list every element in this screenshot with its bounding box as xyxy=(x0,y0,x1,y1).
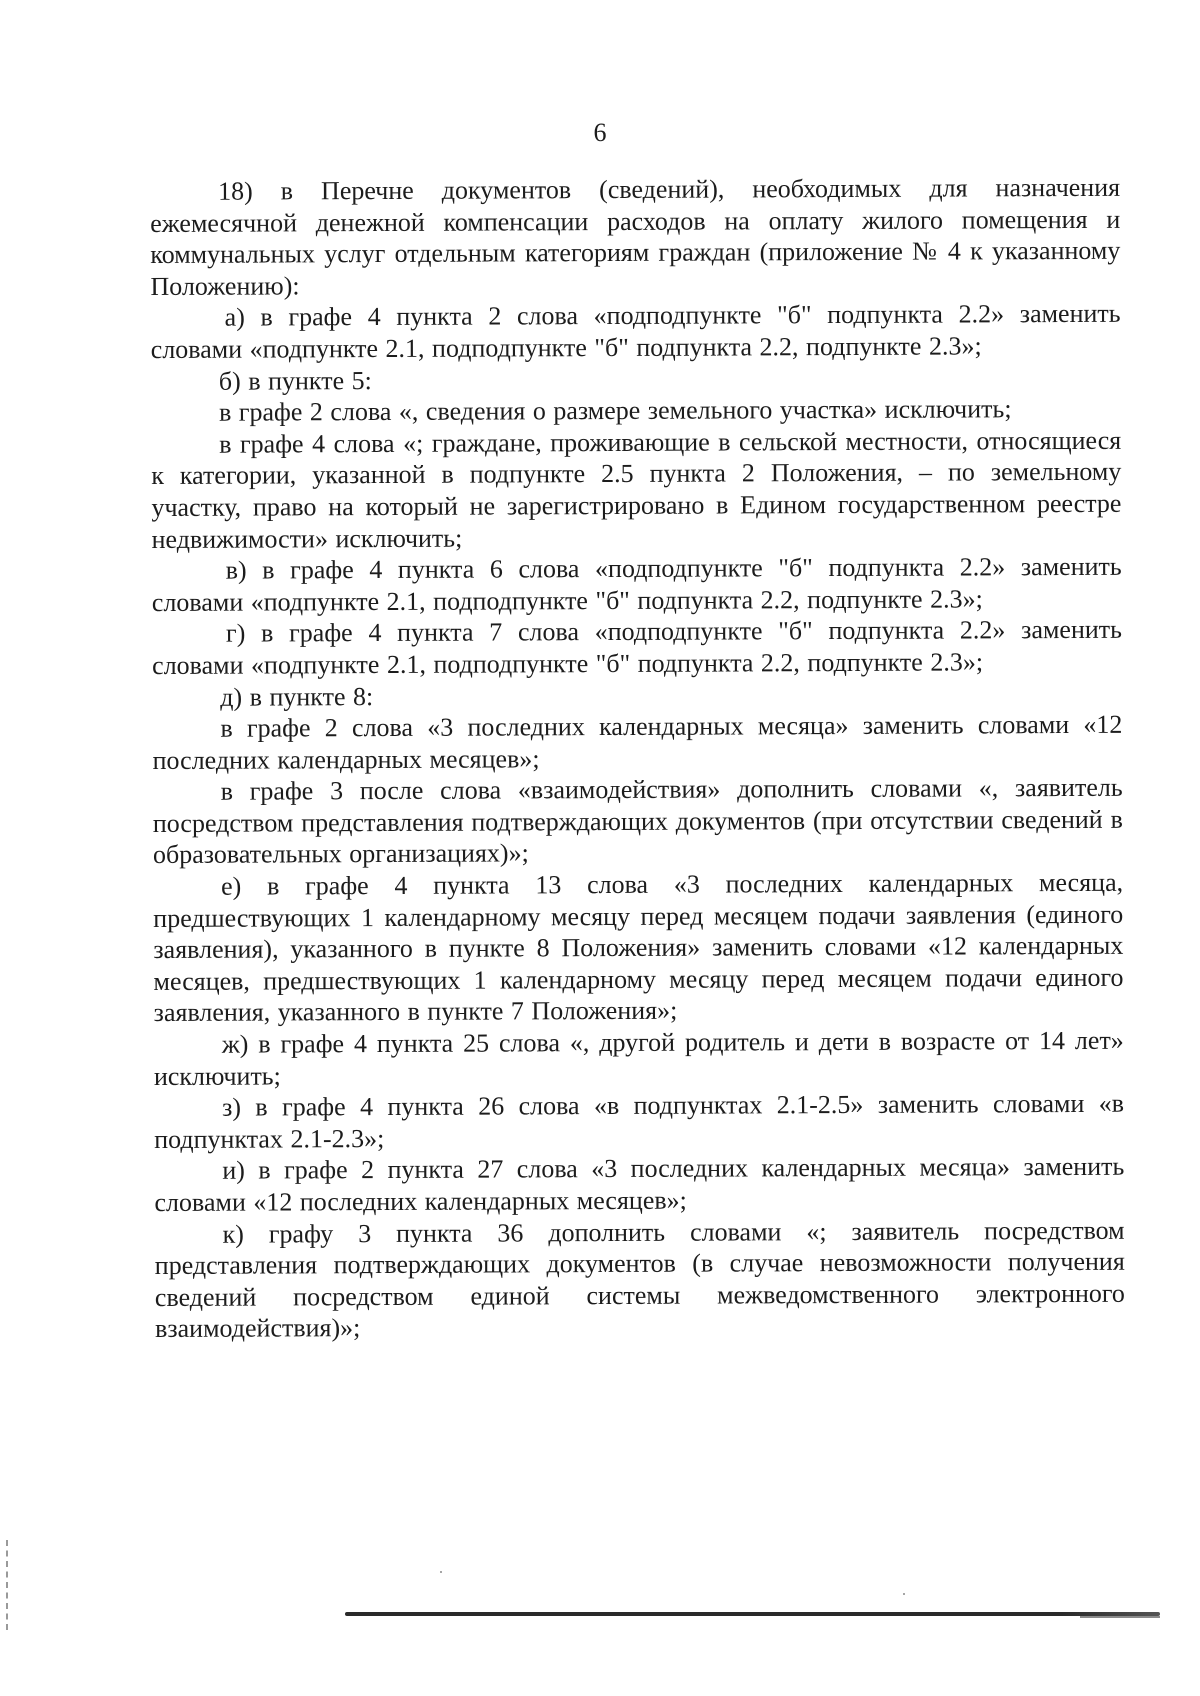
paragraph-d-2: в графе 3 после слова «взаимодействия» дополнить словами «, заявитель посредством представления подтверждающих документов (при отсутствии сведений в образовательных организациях)»; xyxy=(152,773,1123,870)
paragraph-b: б) в пункте 5: xyxy=(218,365,372,396)
paragraph-b-2: в графе 4 слова «; граждане, проживающие в сельской местности, относящиеся к категории, указанной в подпункте 2.5 пункта 2 Положения, – по земельному участку, право на который не зарегистрировано в Едином государственном реестре недвижимости» исключить; xyxy=(151,425,1122,554)
paragraph-i: и) в графе 2 пункта 27 слова «3 последних календарных месяца» заменить словами «12 последних календарных месяцев»; xyxy=(154,1152,1125,1217)
paragraph-d-1: в графе 2 слова «3 последних календарных месяца» заменить словами «12 последних календарных месяцев»; xyxy=(152,709,1123,775)
paragraph-z: з) в графе 4 пункта 26 слова «в подпунктах 2.1-2.5» заменить словами «в подпунктах 2.1-2.3»; xyxy=(154,1088,1125,1154)
document-body xyxy=(150,172,1125,1345)
paragraph-v: в) в графе 4 пункта 6 слова «подподпункте "б" подпункта 2.2» заменить словами «подпункте 2.1, подподпункте "б" подпункта 2.2, подпункте 2.3»; xyxy=(151,551,1122,617)
paragraph-zh: ж) в графе 4 пункта 25 слова «, другой родитель и дети в возрасте от 14 лет» исключить; xyxy=(153,1025,1124,1091)
paragraph-a: а) в графе 4 пункта 2 слова «подподпункте "б" подпункта 2.2» заменить словами «подпункте 2.1, подподпункте "б" подпункта 2.2, подпункте 2.3»; xyxy=(150,299,1121,364)
scan-speck xyxy=(440,1571,442,1573)
paragraph-b-1: в графе 2 слова «, сведения о размере земельного участка» исключить; xyxy=(218,394,1012,427)
scan-edge-marks xyxy=(6,1540,10,1630)
paragraph-18: 18) в Перечне документов (сведений), необходимых для назначения ежемесячной денежной компенсации расходов на оплату жилого помещения и коммунальных услуг отдельным категориям граждан (приложение № 4 к указанному Положению): xyxy=(150,172,1121,301)
scan-speck xyxy=(903,1593,905,1595)
paragraph-d: д) в пункте 8: xyxy=(220,681,374,712)
bottom-rule-shadow xyxy=(1080,1616,1160,1618)
paragraph-e: е) в графе 4 пункта 13 слова «3 последних календарных месяца, предшествующих 1 календарному месяцу перед месяцем подачи заявления (единого заявления), указанного в пункте 8 Положения» заменить словами «12 календарных месяцев, предшествующих 1 календарному месяцу перед месяцем подачи единого заявления, указанного в пункте 7 Положения»; xyxy=(153,867,1124,1028)
page-number: 6 xyxy=(593,118,607,147)
paragraph-k: к) графу 3 пункта 36 дополнить словами «; заявитель посредством представления подтверждающих документов (в случае невозможности получения сведений посредством единой системы межведомственного электронного взаимодействия)»; xyxy=(154,1215,1125,1344)
bottom-rule xyxy=(345,1612,1160,1616)
paragraph-g: г) в графе 4 пункта 7 слова «подподпункте "б" подпункта 2.2» заменить словами «подпункте 2.1, подподпункте "б" подпункта 2.2, подпункте 2.3»; xyxy=(152,615,1123,680)
